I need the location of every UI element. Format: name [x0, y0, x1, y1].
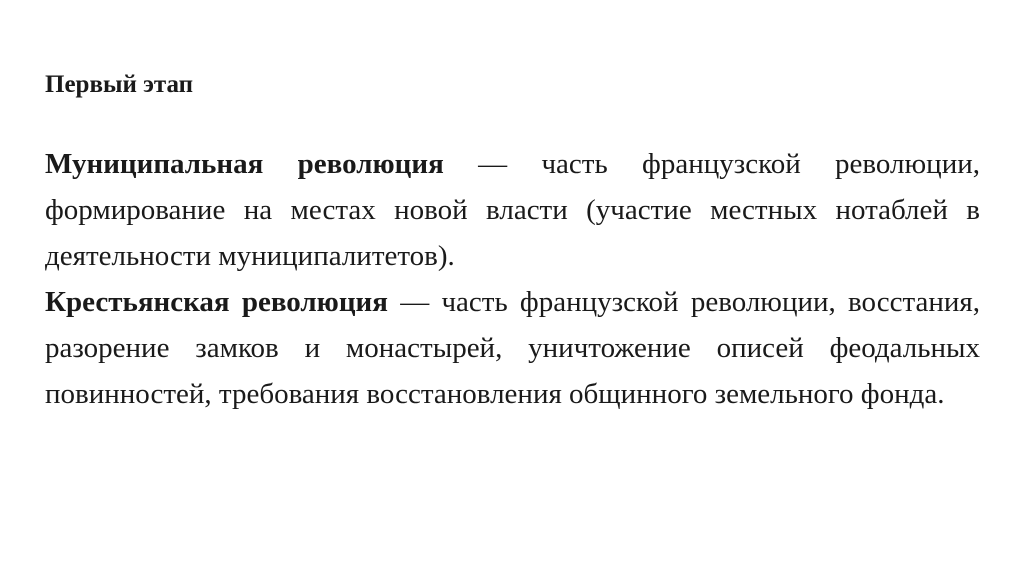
paragraph-peasant-revolution — [45, 279, 980, 417]
definition-peasant-revolution: — часть французской революции, восстания, разорение замков и монастырей, уничтожение описей феодальных повинностей, требования восстановления общинного земельного фонда. — [45, 286, 980, 410]
slide-heading: Первый этап — [45, 71, 194, 98]
slide-content — [45, 141, 980, 417]
term-municipal-revolution: Муниципальная революция — [45, 148, 444, 180]
paragraph-municipal-revolution — [45, 141, 980, 279]
definition-municipal-revolution: — часть французской революции, формирование на местах новой власти (участие местных нотаблей в деятельности муниципалитетов). — [45, 148, 980, 272]
term-peasant-revolution: Крестьянская революция — [45, 286, 388, 318]
